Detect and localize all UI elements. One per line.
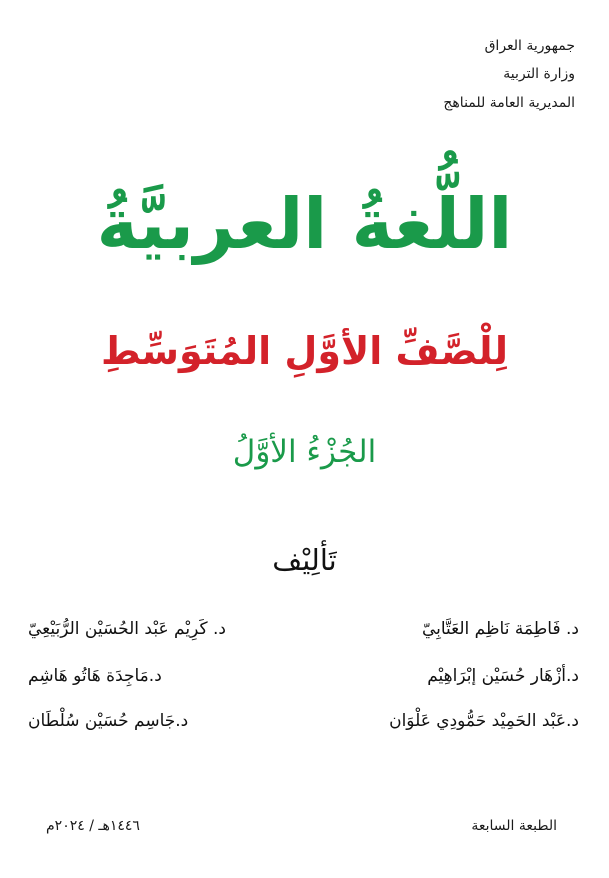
header-country: جمهورية العراق xyxy=(484,38,575,54)
author-name: د.مَاجِدَة هَاتُو هَاشِم xyxy=(28,666,162,686)
author-name: د.أزْهَار حُسَيْن إبْرَاهِيْم xyxy=(427,666,579,686)
book-title: اللُّغةُ العربيَّةُ xyxy=(96,183,513,265)
grade-subtitle: لِلْصَّفِّ الأوَّلِ المُتَوَسِّطِ xyxy=(100,329,508,373)
author-name: د.عَبْد الحَمِيْد حَمُّودِي عَلْوَان xyxy=(389,711,579,731)
author-name: د. فَاطِمَة نَاظِم العَتَّابِيّ xyxy=(421,619,579,639)
authorship-heading: تَألِيْف xyxy=(272,543,337,577)
volume-label: الجُزْءُ الأوَّلُ xyxy=(232,434,377,470)
author-name: د.جَاسِم حُسَيْن سُلْطَان xyxy=(28,711,189,731)
header-ministry: وزارة التربية xyxy=(503,66,575,82)
publication-date: ١٤٤٦هـ / ٢٠٢٤م xyxy=(46,818,140,834)
author-name: د. كَرِيْم عَبْد الحُسَيْن الرُّبَيْعِيّ xyxy=(28,619,226,639)
header-directorate: المديرية العامة للمناهج xyxy=(443,95,575,111)
edition-label: الطبعة السابعة xyxy=(471,818,557,834)
